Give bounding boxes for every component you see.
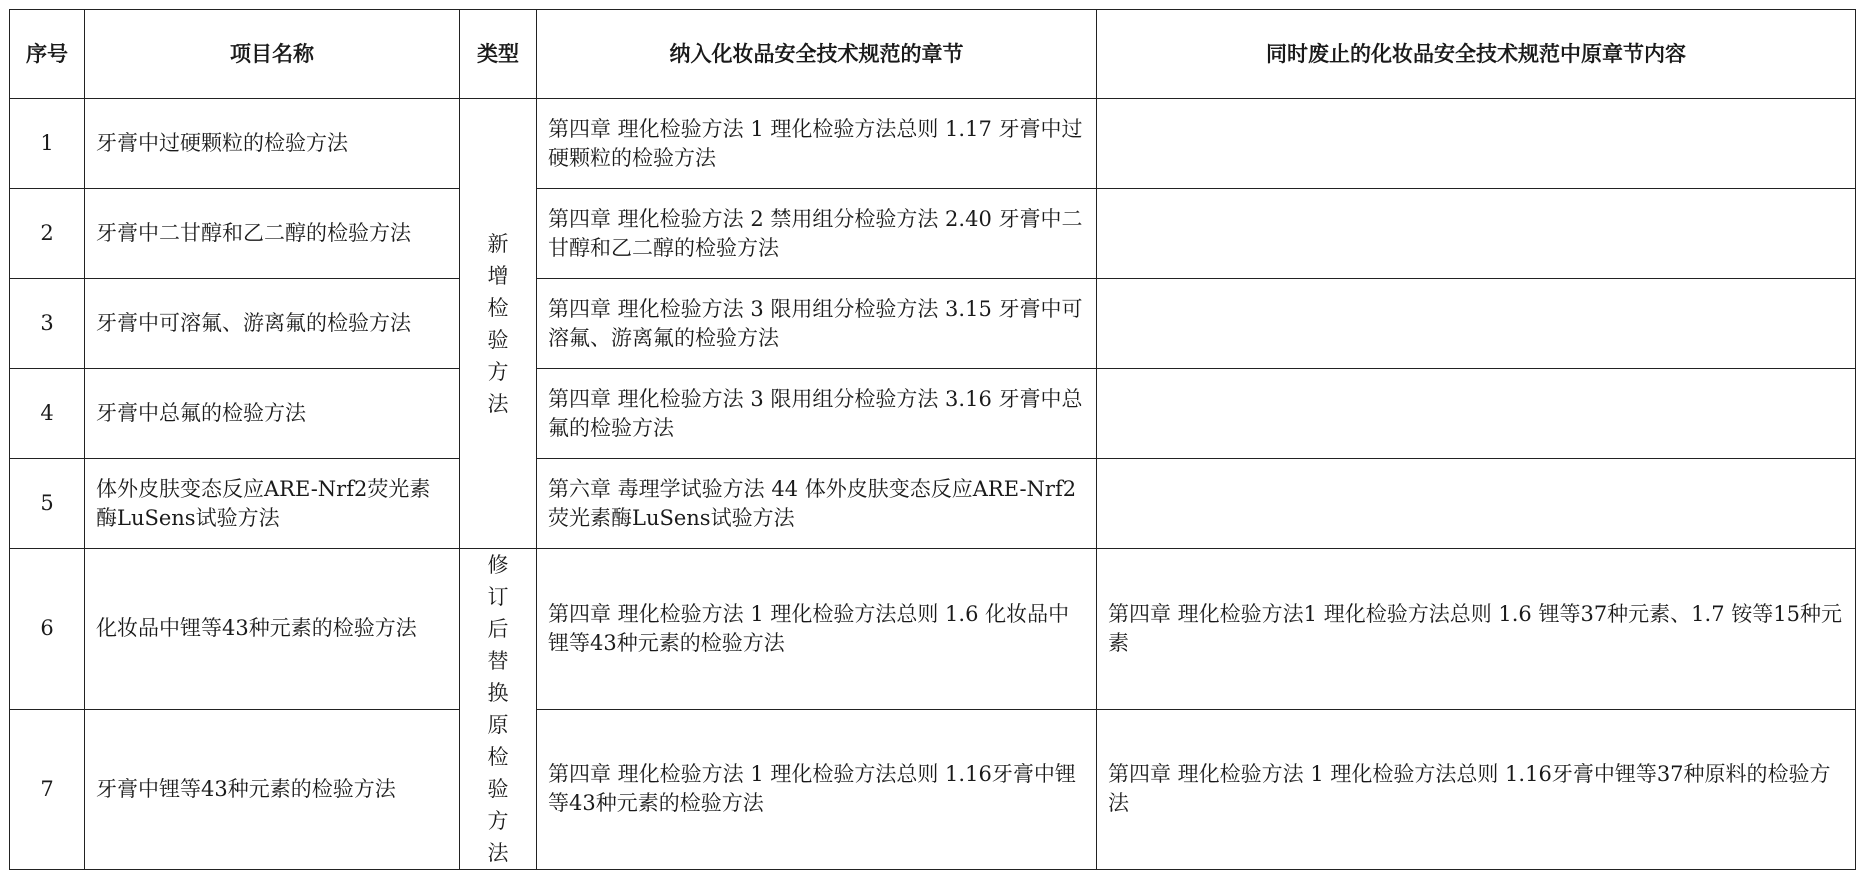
cell-type-new-methods: 新增检验方法 (460, 99, 537, 549)
cell-included-chapter: 第四章 理化检验方法 2 禁用组分检验方法 2.40 牙膏中二甘醇和乙二醇的检验方法 (537, 189, 1097, 279)
cell-serial-no: 6 (10, 549, 85, 710)
cell-item-name: 牙膏中总氟的检验方法 (85, 369, 460, 459)
cell-included-chapter: 第四章 理化检验方法 1 理化检验方法总则 1.17 牙膏中过硬颗粒的检验方法 (537, 99, 1097, 189)
cell-included-chapter: 第四章 理化检验方法 3 限用组分检验方法 3.16 牙膏中总氟的检验方法 (537, 369, 1097, 459)
cell-serial-no: 7 (10, 709, 85, 870)
table-row (10, 709, 1856, 870)
cell-item-name: 牙膏中过硬颗粒的检验方法 (85, 99, 460, 189)
cell-serial-no: 1 (10, 99, 85, 189)
cell-included-chapter: 第四章 理化检验方法 3 限用组分检验方法 3.15 牙膏中可溶氟、游离氟的检验方法 (537, 279, 1097, 369)
header-abolished-chapter: 同时废止的化妆品安全技术规范中原章节内容 (1097, 10, 1856, 99)
table-row (10, 189, 1856, 279)
cell-abolished-chapter: 第四章 理化检验方法1 理化检验方法总则 1.6 锂等37种元素、1.7 铵等15种元素 (1097, 549, 1856, 710)
cell-abolished-chapter (1097, 189, 1856, 279)
header-item-name: 项目名称 (85, 10, 460, 99)
cell-abolished-chapter (1097, 279, 1856, 369)
cell-abolished-chapter (1097, 459, 1856, 549)
table-row (10, 369, 1856, 459)
header-type: 类型 (460, 10, 537, 99)
cell-type-revised-methods: 修订后替换原检验方法 (460, 549, 537, 870)
cell-item-name: 体外皮肤变态反应ARE-Nrf2荧光素酶LuSens试验方法 (85, 459, 460, 549)
table-row (10, 99, 1856, 189)
regulation-table (9, 9, 1856, 870)
cell-serial-no: 5 (10, 459, 85, 549)
cell-item-name: 化妆品中锂等43种元素的检验方法 (85, 549, 460, 710)
cell-serial-no: 2 (10, 189, 85, 279)
table-row (10, 549, 1856, 710)
cell-abolished-chapter (1097, 369, 1856, 459)
header-included-chapter: 纳入化妆品安全技术规范的章节 (537, 10, 1097, 99)
cell-serial-no: 4 (10, 369, 85, 459)
cell-item-name: 牙膏中锂等43种元素的检验方法 (85, 709, 460, 870)
cell-included-chapter: 第四章 理化检验方法 1 理化检验方法总则 1.6 化妆品中锂等43种元素的检验方法 (537, 549, 1097, 710)
table-row (10, 459, 1856, 549)
cell-item-name: 牙膏中二甘醇和乙二醇的检验方法 (85, 189, 460, 279)
cell-serial-no: 3 (10, 279, 85, 369)
cell-abolished-chapter: 第四章 理化检验方法 1 理化检验方法总则 1.16牙膏中锂等37种原料的检验方法 (1097, 709, 1856, 870)
cell-abolished-chapter (1097, 99, 1856, 189)
cell-included-chapter: 第四章 理化检验方法 1 理化检验方法总则 1.16牙膏中锂等43种元素的检验方法 (537, 709, 1097, 870)
cell-included-chapter: 第六章 毒理学试验方法 44 体外皮肤变态反应ARE-Nrf2荧光素酶LuSens试验方法 (537, 459, 1097, 549)
cell-item-name: 牙膏中可溶氟、游离氟的检验方法 (85, 279, 460, 369)
header-serial-no: 序号 (10, 10, 85, 99)
header-row (10, 10, 1856, 99)
table-row (10, 279, 1856, 369)
